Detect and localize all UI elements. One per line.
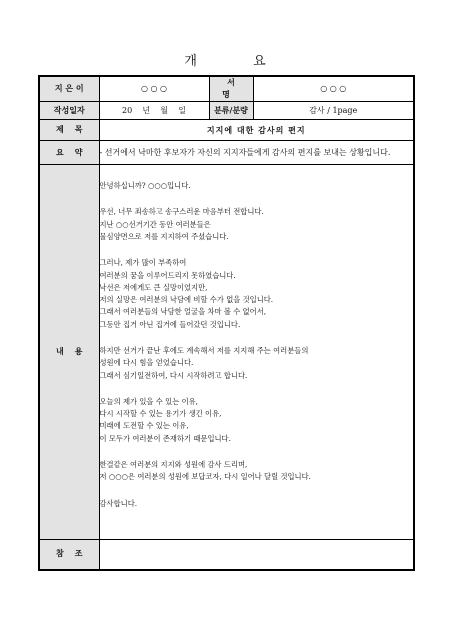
letter-line: 그동안 집거 아닌 집거에 들어갔던 것입니다. xyxy=(99,319,241,329)
letter-line: 지난 ○○선거기간 동안 여러분들은 xyxy=(99,219,211,229)
category-value[interactable]: 감사 / 1page xyxy=(253,102,414,120)
content-label: 내 용 xyxy=(39,165,99,540)
document-form-table xyxy=(38,75,415,571)
letter-line: 감사합니다. xyxy=(99,498,138,508)
subject-row xyxy=(39,120,414,141)
letter-line: 그래서 여러분들의 낙담한 얼굴을 차마 볼 수 없어서, xyxy=(99,307,267,317)
letter-paragraph xyxy=(100,498,414,510)
letter-line: 우선, 너무 죄송하고 송구스러운 마음부터 전합니다. xyxy=(99,207,264,217)
letter-paragraph xyxy=(100,396,414,445)
letter-line: 다시 시작할 수 있는 용기가 생긴 이유, xyxy=(99,409,222,419)
summary-row xyxy=(39,141,414,165)
letter-line: 안녕하십니까? ○○○입니다. xyxy=(99,181,191,191)
letter-line: 여러분의 꿈을 이루어드리지 못하였습니다. xyxy=(99,270,236,280)
signature-value[interactable]: ○ ○ ○ xyxy=(253,76,414,102)
letter-line: 오늘의 제가 있을 수 있는 이유, xyxy=(99,396,199,406)
letter-body[interactable] xyxy=(99,165,414,540)
letter-line: 성원에 다시 힘을 얻었습니다. xyxy=(99,358,194,368)
letter-paragraph xyxy=(100,345,414,382)
date-label: 작성일자 xyxy=(39,102,99,120)
letter-paragraph xyxy=(100,180,414,192)
letter-line: 이 모두가 여러분이 존재하기 때문입니다. xyxy=(99,433,231,443)
letter-line: 저의 실망은 여러분의 낙담에 비할 수가 없을 것입니다. xyxy=(99,295,274,305)
letter-line: 미래에 도전할 수 있는 이유, xyxy=(99,421,189,431)
reference-value[interactable] xyxy=(99,540,414,570)
page-title: 개 요 xyxy=(184,54,292,69)
subject-value[interactable]: 지지에 대한 감사의 편지 xyxy=(99,120,414,141)
letter-container xyxy=(100,180,414,510)
letter-line: 한결같은 여러분의 지지와 성원에 감사 드리며, xyxy=(99,460,248,470)
date-value[interactable]: 20 년 월 일 xyxy=(99,102,209,120)
summary-value[interactable]: - 선거에서 낙마한 후보자가 자신의 지지자들에게 감사의 편지를 보내는 상황입니다. xyxy=(99,141,414,165)
letter-paragraph xyxy=(100,459,414,484)
writer-value[interactable]: ○ ○ ○ xyxy=(99,76,209,102)
category-label: 분류/분량 xyxy=(209,102,253,120)
letter-line: 물심양면으로 저를 지지하여 주셨습니다. xyxy=(99,231,229,241)
date-row xyxy=(39,102,414,120)
letter-line: 저 ○○○은 여러분의 성원에 보답코자, 다시 일어나 달릴 것입니다. xyxy=(99,472,311,482)
reference-row xyxy=(39,540,414,570)
letter-line: 그러나, 제가 많이 부족하여 xyxy=(99,258,187,268)
letter-line: 그래서 심기일전하여, 다시 시작하려고 합니다. xyxy=(99,370,248,380)
letter-paragraph xyxy=(100,206,414,243)
summary-label: 요 약 xyxy=(39,141,99,165)
signature-label: 서 명 xyxy=(209,76,253,102)
letter-paragraph xyxy=(100,257,414,331)
writer-row xyxy=(39,76,414,102)
reference-label: 참 조 xyxy=(39,540,99,570)
letter-line: 하지만 선거가 끝난 후에도 계속해서 저를 지지해 주는 여러분들의 xyxy=(99,346,309,355)
subject-label: 제 목 xyxy=(39,120,99,141)
writer-label: 지 은 이 xyxy=(39,76,99,102)
letter-line: 낙선은 저에게도 큰 실망이었지만, xyxy=(99,282,208,292)
content-row xyxy=(39,165,414,540)
